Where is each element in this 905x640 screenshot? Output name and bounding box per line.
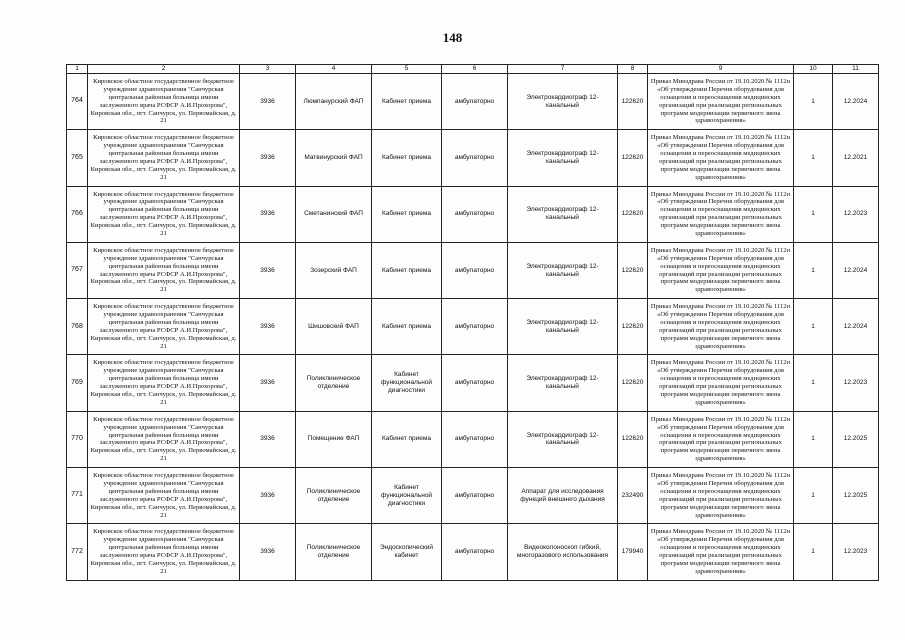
mode-cell: амбулаторно	[442, 524, 508, 580]
code-cell: 3936	[240, 524, 296, 580]
device-cell: Электрокардиограф 12-канальный	[508, 411, 618, 467]
col-header: 5	[372, 65, 442, 74]
organization-cell: Кировское областное государственное бюджетное учреждение здравоохранения "Санчурская центральная районная больница имени заслуженного врача РСФСР А.И.Прохорова", Кировская обл., пгт. Санчурск, ул. Первомайская, д. 21	[88, 186, 240, 242]
basis-cell: Приказ Минздрава России от 19.10.2020 № 1112н «Об утверждении Перечня оборудования для оснащения и переоснащения медицинских организаций при реализации региональных программ модернизации первичного звена здравоохранения»	[648, 468, 794, 524]
room-cell: Кабинет приема	[372, 411, 442, 467]
qty-cell: 1	[794, 186, 833, 242]
table-row	[67, 242, 879, 298]
unit-cell: Сметанинский ФАП	[296, 186, 372, 242]
mode-cell: амбулаторно	[442, 355, 508, 411]
mode-cell: амбулаторно	[442, 299, 508, 355]
page-number: 148	[442, 30, 463, 45]
basis-cell: Приказ Минздрава России от 19.10.2020 № 1112н «Об утверждении Перечня оборудования для оснащения и переоснащения медицинских организаций при реализации региональных программ модернизации первичного звена здравоохранения»	[648, 74, 794, 130]
row-number: 764	[67, 74, 88, 130]
basis-cell: Приказ Минздрава России от 19.10.2020 № 1112н «Об утверждении Перечня оборудования для оснащения и переоснащения медицинских организаций при реализации региональных программ модернизации первичного звена здравоохранения»	[648, 299, 794, 355]
header-row	[67, 65, 879, 74]
price-cell: 122620	[618, 186, 648, 242]
unit-cell: Помещение ФАП	[296, 411, 372, 467]
price-cell: 122620	[618, 130, 648, 186]
price-cell: 122620	[618, 242, 648, 298]
code-cell: 3936	[240, 130, 296, 186]
device-cell: Электрокардиограф 12-канальный	[508, 74, 618, 130]
date-cell: 12.2025	[833, 411, 879, 467]
table-row	[67, 186, 879, 242]
row-number: 766	[67, 186, 88, 242]
code-cell: 3936	[240, 355, 296, 411]
unit-cell: Поликлиническое отделение	[296, 468, 372, 524]
qty-cell: 1	[794, 74, 833, 130]
room-cell: Кабинет приема	[372, 186, 442, 242]
mode-cell: амбулаторно	[442, 130, 508, 186]
organization-cell: Кировское областное государственное бюджетное учреждение здравоохранения "Санчурская центральная районная больница имени заслуженного врача РСФСР А.И.Прохорова", Кировская обл., пгт. Санчурск, ул. Первомайская, д. 21	[88, 299, 240, 355]
table-row	[67, 130, 879, 186]
date-cell: 12.2024	[833, 242, 879, 298]
table-row	[67, 468, 879, 524]
date-cell: 12.2023	[833, 186, 879, 242]
unit-cell: Люмпанурский ФАП	[296, 74, 372, 130]
col-header: 8	[618, 65, 648, 74]
col-header: 11	[833, 65, 879, 74]
col-header: 2	[88, 65, 240, 74]
mode-cell: амбулаторно	[442, 74, 508, 130]
row-number: 771	[67, 468, 88, 524]
room-cell: Кабинет приема	[372, 242, 442, 298]
date-cell: 12.2024	[833, 74, 879, 130]
mode-cell: амбулаторно	[442, 468, 508, 524]
qty-cell: 1	[794, 524, 833, 580]
date-cell: 12.2025	[833, 468, 879, 524]
price-cell: 179940	[618, 524, 648, 580]
price-cell: 122620	[618, 299, 648, 355]
mode-cell: амбулаторно	[442, 242, 508, 298]
device-cell: Электрокардиограф 12-канальный	[508, 299, 618, 355]
equipment-table	[66, 64, 879, 581]
code-cell: 3936	[240, 74, 296, 130]
row-number: 765	[67, 130, 88, 186]
room-cell: Кабинет приема	[372, 299, 442, 355]
device-cell: Аппарат для исследования функций внешнего дыхания	[508, 468, 618, 524]
price-cell: 122620	[618, 355, 648, 411]
organization-cell: Кировское областное государственное бюджетное учреждение здравоохранения "Санчурская центральная районная больница имени заслуженного врача РСФСР А.И.Прохорова", Кировская обл., пгт. Санчурск, ул. Первомайская, д. 21	[88, 130, 240, 186]
room-cell: Кабинет функциональной диагностики	[372, 468, 442, 524]
table-row	[67, 411, 879, 467]
col-header: 10	[794, 65, 833, 74]
unit-cell: Поликлиническое отделение	[296, 355, 372, 411]
date-cell: 12.2023	[833, 355, 879, 411]
organization-cell: Кировское областное государственное бюджетное учреждение здравоохранения "Санчурская центральная районная больница имени заслуженного врача РСФСР А.И.Прохорова", Кировская обл., пгт. Санчурск, ул. Первомайская, д. 21	[88, 355, 240, 411]
organization-cell: Кировское областное государственное бюджетное учреждение здравоохранения "Санчурская центральная районная больница имени заслуженного врача РСФСР А.И.Прохорова", Кировская обл., пгт. Санчурск, ул. Первомайская, д. 21	[88, 524, 240, 580]
unit-cell: Шишовский ФАП	[296, 299, 372, 355]
code-cell: 3936	[240, 468, 296, 524]
unit-cell: Матвинурский ФАП	[296, 130, 372, 186]
col-header: 6	[442, 65, 508, 74]
table-row	[67, 299, 879, 355]
room-cell: Эндоскопический кабинет	[372, 524, 442, 580]
code-cell: 3936	[240, 186, 296, 242]
row-number: 768	[67, 299, 88, 355]
qty-cell: 1	[794, 411, 833, 467]
col-header: 9	[648, 65, 794, 74]
basis-cell: Приказ Минздрава России от 19.10.2020 № 1112н «Об утверждении Перечня оборудования для оснащения и переоснащения медицинских организаций при реализации региональных программ модернизации первичного звена здравоохранения»	[648, 186, 794, 242]
row-number: 770	[67, 411, 88, 467]
table-row	[67, 524, 879, 580]
qty-cell: 1	[794, 130, 833, 186]
device-cell: Электрокардиограф 12-канальный	[508, 130, 618, 186]
basis-cell: Приказ Минздрава России от 19.10.2020 № 1112н «Об утверждении Перечня оборудования для оснащения и переоснащения медицинских организаций при реализации региональных программ модернизации первичного звена здравоохранения»	[648, 524, 794, 580]
price-cell: 122620	[618, 74, 648, 130]
row-number: 772	[67, 524, 88, 580]
date-cell: 12.2021	[833, 130, 879, 186]
qty-cell: 1	[794, 468, 833, 524]
col-header: 3	[240, 65, 296, 74]
col-header: 7	[508, 65, 618, 74]
mode-cell: амбулаторно	[442, 186, 508, 242]
device-cell: Электрокардиограф 12-канальный	[508, 355, 618, 411]
organization-cell: Кировское областное государственное бюджетное учреждение здравоохранения "Санчурская центральная районная больница имени заслуженного врача РСФСР А.И.Прохорова", Кировская обл., пгт. Санчурск, ул. Первомайская, д. 21	[88, 468, 240, 524]
basis-cell: Приказ Минздрава России от 19.10.2020 № 1112н «Об утверждении Перечня оборудования для оснащения и переоснащения медицинских организаций при реализации региональных программ модернизации первичного звена здравоохранения»	[648, 130, 794, 186]
qty-cell: 1	[794, 299, 833, 355]
basis-cell: Приказ Минздрава России от 19.10.2020 № 1112н «Об утверждении Перечня оборудования для оснащения и переоснащения медицинских организаций при реализации региональных программ модернизации первичного звена здравоохранения»	[648, 355, 794, 411]
code-cell: 3936	[240, 411, 296, 467]
device-cell: Видеоколоноскоп гибкий, многоразового использования	[508, 524, 618, 580]
device-cell: Электрокардиограф 12-канальный	[508, 186, 618, 242]
price-cell: 232490	[618, 468, 648, 524]
basis-cell: Приказ Минздрава России от 19.10.2020 № 1112н «Об утверждении Перечня оборудования для оснащения и переоснащения медицинских организаций при реализации региональных программ модернизации первичного звена здравоохранения»	[648, 411, 794, 467]
col-header: 4	[296, 65, 372, 74]
mode-cell: амбулаторно	[442, 411, 508, 467]
room-cell: Кабинет приема	[372, 130, 442, 186]
qty-cell: 1	[794, 242, 833, 298]
room-cell: Кабинет функциональной диагностики	[372, 355, 442, 411]
table-row	[67, 74, 879, 130]
code-cell: 3936	[240, 299, 296, 355]
row-number: 769	[67, 355, 88, 411]
device-cell: Электрокардиограф 12-канальный	[508, 242, 618, 298]
date-cell: 12.2024	[833, 299, 879, 355]
unit-cell: Поликлиническое отделение	[296, 524, 372, 580]
date-cell: 12.2023	[833, 524, 879, 580]
organization-cell: Кировское областное государственное бюджетное учреждение здравоохранения "Санчурская центральная районная больница имени заслуженного врача РСФСР А.И.Прохорова", Кировская обл., пгт. Санчурск, ул. Первомайская, д. 21	[88, 74, 240, 130]
table-row	[67, 355, 879, 411]
organization-cell: Кировское областное государственное бюджетное учреждение здравоохранения "Санчурская центральная районная больница имени заслуженного врача РСФСР А.И.Прохорова", Кировская обл., пгт. Санчурск, ул. Первомайская, д. 21	[88, 411, 240, 467]
basis-cell: Приказ Минздрава России от 19.10.2020 № 1112н «Об утверждении Перечня оборудования для оснащения и переоснащения медицинских организаций при реализации региональных программ модернизации первичного звена здравоохранения»	[648, 242, 794, 298]
col-header: 1	[67, 65, 88, 74]
room-cell: Кабинет приема	[372, 74, 442, 130]
row-number: 767	[67, 242, 88, 298]
code-cell: 3936	[240, 242, 296, 298]
price-cell: 122620	[618, 411, 648, 467]
qty-cell: 1	[794, 355, 833, 411]
unit-cell: Зозерский ФАП	[296, 242, 372, 298]
organization-cell: Кировское областное государственное бюджетное учреждение здравоохранения "Санчурская центральная районная больница имени заслуженного врача РСФСР А.И.Прохорова", Кировская обл., пгт. Санчурск, ул. Первомайская, д. 21	[88, 242, 240, 298]
